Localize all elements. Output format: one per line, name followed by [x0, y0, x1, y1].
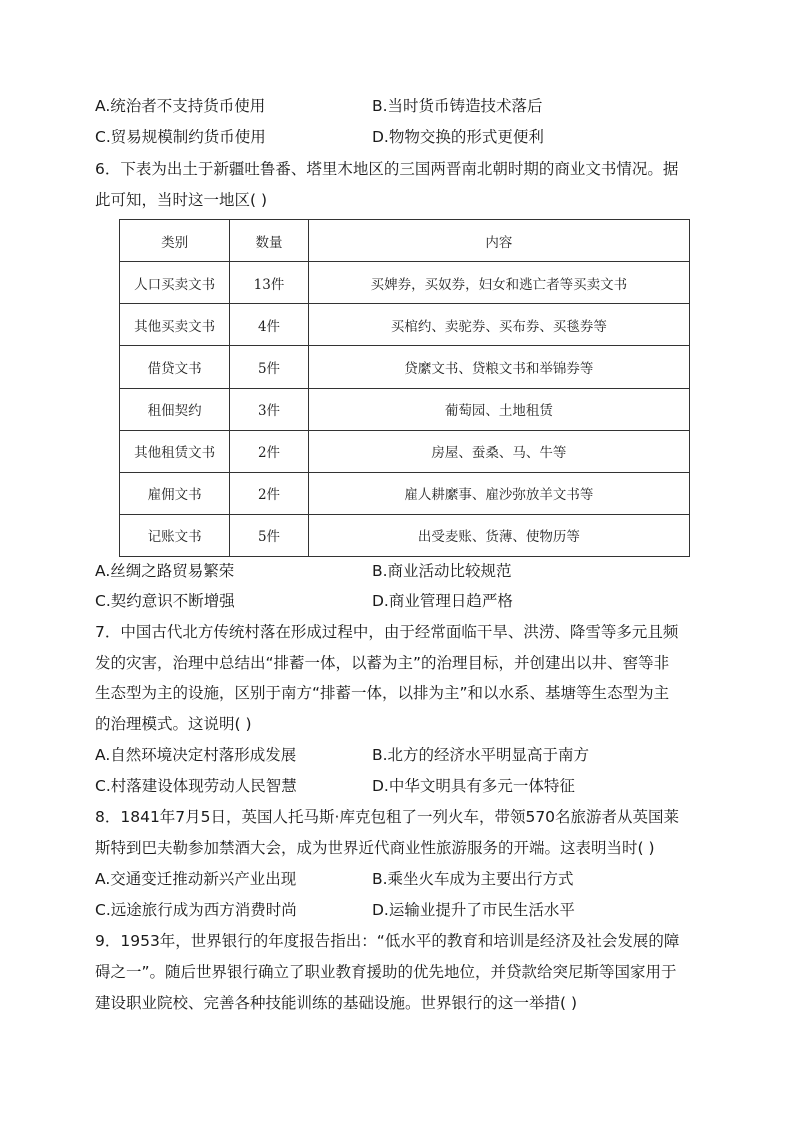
cell-content: 房屋、蚕桑、马、牛等: [308, 430, 689, 472]
q8-option-c: C.远途旅行成为西方消费时尚: [95, 901, 297, 919]
table-row: [120, 514, 690, 556]
header-category: 类别: [120, 220, 230, 262]
q6-option-d: D.商业管理日趋严格: [372, 592, 513, 610]
cell-category: 记账文书: [120, 514, 230, 556]
q5-option-c: C.贸易规模制约货币使用: [95, 128, 266, 146]
cell-quantity: 5件: [230, 346, 309, 388]
q7-stem-line-2: 发的灾害，治理中总结出“排蓄一体，以蓄为主”的治理目标，并创建出以井、窖等非: [95, 654, 670, 672]
cell-quantity: 4件: [230, 304, 309, 346]
cell-quantity: 13件: [230, 262, 309, 304]
cell-content: 贷縻文书、贷粮文书和举锦券等: [308, 346, 689, 388]
table-header-row: [120, 220, 690, 262]
cell-category: 借贷文书: [120, 346, 230, 388]
cell-content: 买棺约、卖驼券、买布券、买毯券等: [308, 304, 689, 346]
table-row: [120, 346, 690, 388]
cell-content: 买婢券，买奴券，妇女和逃亡者等买卖文书: [308, 262, 689, 304]
cell-quantity: 3件: [230, 388, 309, 430]
q7-option-d: D.中华文明具有多元一体特征: [372, 777, 575, 795]
q5-option-d: D.物物交换的形式更便利: [372, 128, 544, 146]
q8-option-d: D.运输业提升了市民生活水平: [372, 901, 575, 919]
cell-category: 雇佣文书: [120, 472, 230, 514]
cell-content: 葡萄园、土地租赁: [308, 388, 689, 430]
cell-category: 其他买卖文书: [120, 304, 230, 346]
table-row: [120, 262, 690, 304]
q8-stem-line-1: 8．1841年7月5日，英国人托马斯·库克包租了一列火车，带领570名旅游者从英国莱: [95, 808, 680, 826]
q8-stem-line-2: 斯特到巴夫勒参加禁酒大会，成为世界近代商业性旅游服务的开端。这表明当时( ): [95, 839, 655, 857]
q6-option-c: C.契约意识不断增强: [95, 592, 235, 610]
q6-stem-line-1: 6．下表为出土于新疆吐鲁番、塔里木地区的三国两晋南北朝时期的商业文书情况。据: [95, 160, 679, 178]
q8-option-a: A.交通变迁推动新兴产业出现: [95, 870, 297, 888]
q9-stem-line-3: 建设职业院校、完善各种技能训练的基础设施。世界银行的这一举措( ): [95, 994, 578, 1012]
cell-content: 出受麦账、货薄、使物历等: [308, 514, 689, 556]
cell-quantity: 2件: [230, 430, 309, 472]
q7-option-a: A.自然环境决定村落形成发展: [95, 746, 297, 764]
header-content: 内容: [308, 220, 689, 262]
q8-option-b: B.乘坐火车成为主要出行方式: [372, 870, 574, 888]
q7-option-b: B.北方的经济水平明显高于南方: [372, 746, 590, 764]
table-row: [120, 304, 690, 346]
q9-stem-line-1: 9．1953年，世界银行的年度报告指出：“低水平的教育和培训是经济及社会发展的障: [95, 932, 680, 950]
q6-option-b: B.商业活动比较规范: [372, 562, 512, 580]
q6-stem-line-2: 此可知，当时这一地区( ): [95, 191, 268, 209]
q9-stem-line-2: 碍之一”。随后世界银行确立了职业教育援助的优先地位，并贷款给突尼斯等国家用于: [95, 963, 677, 981]
cell-category: 人口买卖文书: [120, 262, 230, 304]
q7-stem-line-1: 7．中国古代北方传统村落在形成过程中，由于经常面临干旱、洪涝、降雪等多元且频: [95, 623, 679, 641]
cell-content: 雇人耕縻事、雇沙弥放羊文书等: [308, 472, 689, 514]
table-row: [120, 388, 690, 430]
q7-stem-line-4: 的治理模式。这说明( ): [95, 715, 252, 733]
table-row: [120, 430, 690, 472]
cell-quantity: 2件: [230, 472, 309, 514]
q6-option-a: A.丝绸之路贸易繁荣: [95, 562, 235, 580]
cell-category: 租佃契约: [120, 388, 230, 430]
header-quantity: 数量: [230, 220, 309, 262]
q7-option-c: C.村落建设体现劳动人民智慧: [95, 777, 297, 795]
q5-option-b: B.当时货币铸造技术落后: [372, 97, 543, 115]
cell-quantity: 5件: [230, 514, 309, 556]
commerce-documents-table: [119, 219, 690, 557]
q7-stem-line-3: 生态型为主的设施，区别于南方“排蓄一体，以排为主”和以水系、基塘等生态型为主: [95, 684, 670, 702]
cell-category: 其他租赁文书: [120, 430, 230, 472]
table-row: [120, 472, 690, 514]
q5-option-a: A.统治者不支持货币使用: [95, 97, 266, 115]
